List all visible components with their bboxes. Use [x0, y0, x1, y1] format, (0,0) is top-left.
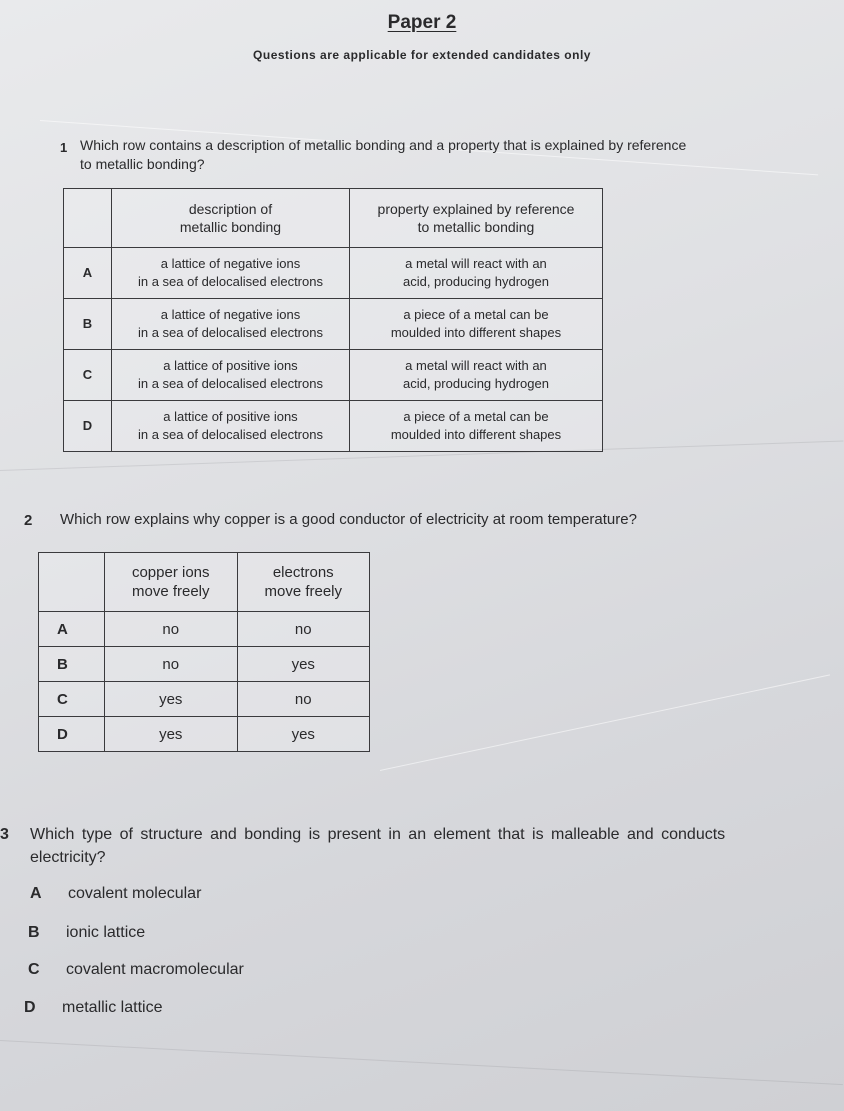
header-property: [349, 189, 602, 248]
cell-line: a lattice of positive ions: [163, 358, 298, 373]
row-description: [112, 299, 350, 350]
option-text: metallic lattice: [62, 999, 163, 1016]
row-ions: no: [105, 647, 238, 682]
option-text: covalent molecular: [68, 885, 202, 902]
question-3-number: 3: [0, 826, 9, 843]
row-ions: no: [105, 612, 238, 647]
question-2-number: 2: [24, 512, 33, 529]
row-electrons: yes: [237, 647, 369, 682]
cell-line: in a sea of delocalised electrons: [137, 376, 323, 391]
cell-line: a piece of a metal can be: [403, 409, 549, 424]
cell-line: a metal will react with an: [405, 358, 547, 373]
cell-line: in a sea of delocalised electrons: [137, 325, 323, 340]
row-letter: D: [64, 401, 112, 452]
row-letter: C: [39, 682, 105, 717]
header-line: move freely: [131, 583, 210, 600]
question-3-line-1: Which type of structure and bonding is present in an element that is malleable and conducts: [30, 826, 726, 843]
paper-subtitle: Questions are applicable for extended candidates only: [253, 48, 591, 62]
row-description: [112, 248, 350, 299]
cell-line: in a sea of delocalised electrons: [137, 274, 323, 289]
row-letter: D: [39, 717, 105, 752]
table-row: [64, 299, 603, 350]
header-line: description of: [188, 201, 273, 217]
paper-title: Paper 2: [387, 12, 457, 33]
option-letter: B: [28, 924, 40, 941]
header-line: property explained by reference: [377, 201, 575, 217]
cell-line: a piece of a metal can be: [403, 307, 549, 322]
option-letter: C: [28, 961, 40, 978]
row-description: [112, 401, 350, 452]
option-d: [24, 999, 162, 1017]
question-2-text: Which row explains why copper is a good conductor of electricity at room temperature?: [60, 511, 637, 528]
option-c: [28, 961, 244, 979]
header-line: to metallic bonding: [417, 219, 535, 235]
cell-line: moulded into different shapes: [390, 325, 562, 340]
paper-crease: [380, 674, 830, 771]
row-description: [112, 350, 350, 401]
question-1-line-2: to metallic bonding?: [80, 156, 205, 172]
row-electrons: no: [237, 612, 369, 647]
question-1-line-1: Which row contains a description of metallic bonding and a property that is explained by reference: [80, 137, 687, 153]
cell-line: in a sea of delocalised electrons: [137, 427, 323, 442]
header-line: metallic bonding: [179, 219, 282, 235]
option-a: [30, 885, 201, 903]
cell-line: a metal will react with an: [405, 256, 547, 271]
header-copper-ions: [105, 553, 238, 612]
option-b: [28, 924, 145, 942]
table-row: [64, 248, 603, 299]
header-line: copper ions: [131, 564, 210, 581]
header-electrons: [237, 553, 369, 612]
table-row: [39, 682, 370, 717]
cell-line: a lattice of negative ions: [160, 256, 301, 271]
row-letter: B: [39, 647, 105, 682]
table-header-row: [64, 189, 603, 248]
row-property: [349, 401, 602, 452]
row-letter: B: [64, 299, 112, 350]
row-property: [349, 299, 602, 350]
question-3-text: [30, 823, 830, 869]
row-letter: C: [64, 350, 112, 401]
table-row: [64, 401, 603, 452]
header-blank-cell: [64, 189, 112, 248]
table-header-row: [39, 553, 370, 612]
cell-line: a lattice of positive ions: [163, 409, 298, 424]
row-letter: A: [39, 612, 105, 647]
cell-line: acid, producing hydrogen: [402, 274, 549, 289]
question-3-line-2: electricity?: [30, 849, 106, 866]
table-row: [39, 612, 370, 647]
header-line: electrons: [272, 564, 334, 581]
table-row: [64, 350, 603, 401]
question-1-table: [63, 188, 603, 452]
table-row: [39, 717, 370, 752]
question-2-table: [38, 552, 370, 752]
row-property: [349, 350, 602, 401]
row-property: [349, 248, 602, 299]
option-letter: A: [30, 885, 42, 902]
option-letter: D: [24, 999, 36, 1016]
paper-crease: [0, 1040, 843, 1085]
header-description: [112, 189, 350, 248]
row-electrons: yes: [237, 717, 369, 752]
row-ions: yes: [105, 717, 238, 752]
question-1-text: [80, 136, 686, 174]
row-letter: A: [64, 248, 112, 299]
option-text: covalent macromolecular: [66, 961, 244, 978]
option-text: ionic lattice: [66, 924, 146, 941]
question-1-number: 1: [60, 140, 68, 155]
header-line: move freely: [264, 583, 343, 600]
cell-line: a lattice of negative ions: [160, 307, 301, 322]
header-blank-cell: [39, 553, 105, 612]
cell-line: acid, producing hydrogen: [402, 376, 549, 391]
row-electrons: no: [237, 682, 369, 717]
cell-line: moulded into different shapes: [390, 427, 562, 442]
row-ions: yes: [105, 682, 238, 717]
table-row: [39, 647, 370, 682]
